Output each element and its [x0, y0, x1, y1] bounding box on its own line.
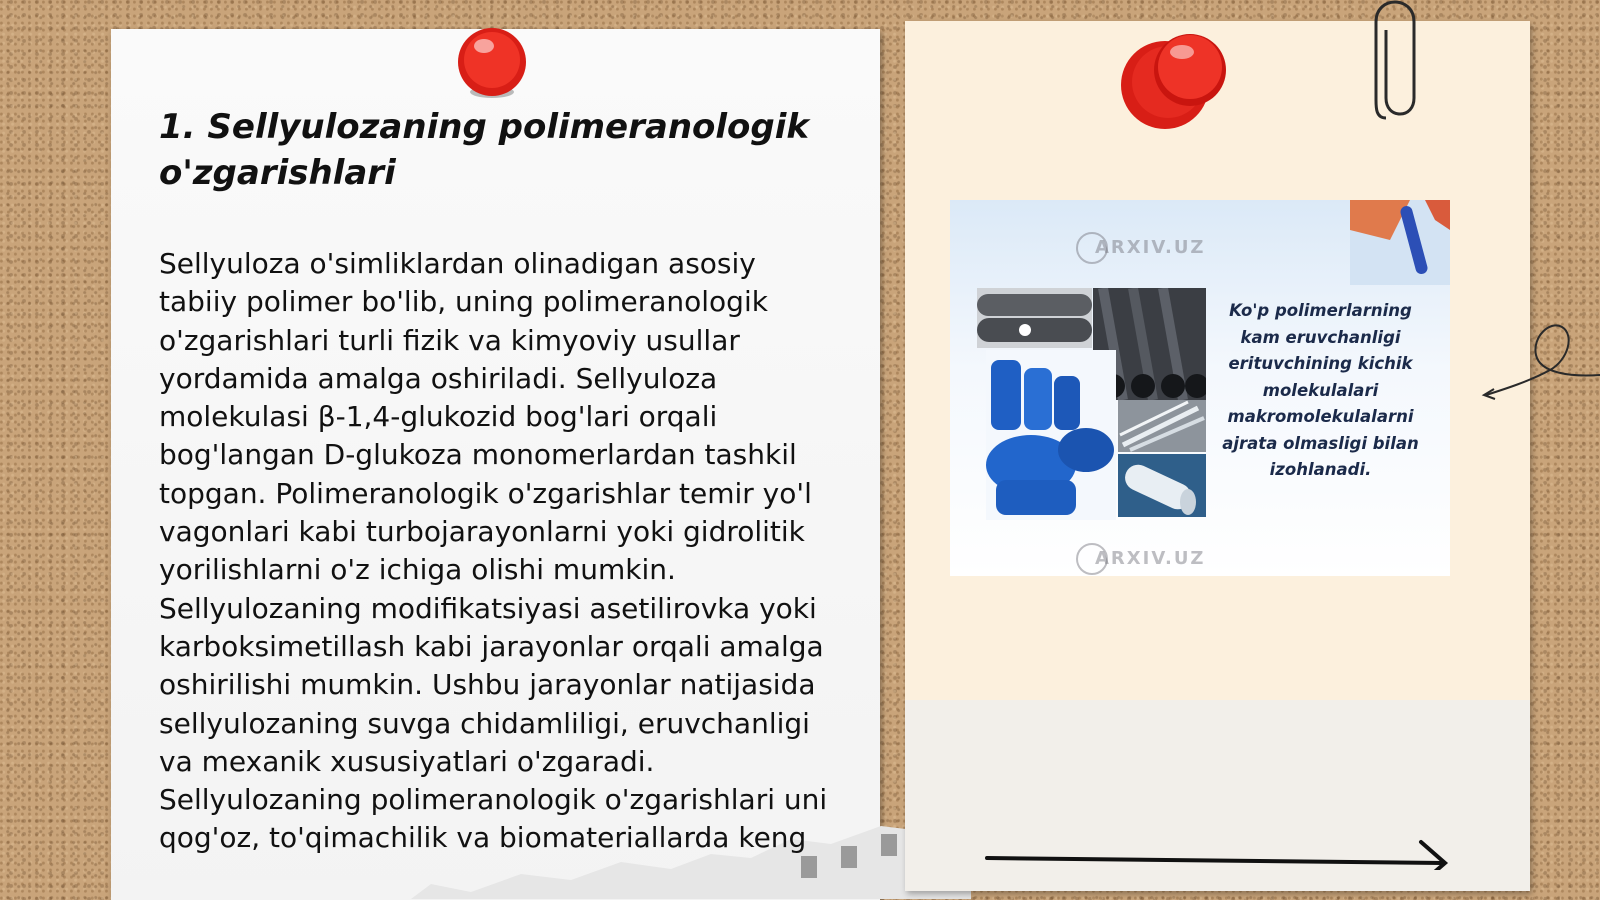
figure-caption: Ko'p polimerlarning kam eruvchanligi erituvchining kichik molekulalari makromolekulalarni ajrata olmasligi bilan izohlanadi.: [1222, 301, 1419, 479]
watermark-text: ARXIV.UZ: [1095, 237, 1206, 258]
slide-body-text: Sellyuloza o'simliklardan olinadigan asosiy tabiiy polimer bo'lib, uning polimeranologik o'zgarishlari turli fizik va kimyoviy usullar yordamida amalga oshiriladi. Sellyuloza molekulasi β-1,4-glukozid bog'lari orqali bog'langan D-glukoza monomerlardan tashkil topgan. Polimeranologik o'zgarishlar temir yo'l vagonlari kabi turbojarayonlarni yoki gidrolitik yorilishlarni o'z ichiga olishi mumkin. Sellyulozaning modifikatsiyasi asetilirovka yoki karboksimetillash kabi jarayonlar orqali amalga oshirilishi mumkin. Ushbu jarayonlar natijasida sellyulozaning suvga chidamliligi, eruvchanligi va mexanik xususiyatlari o'zgaradi. Sellyulozaning polimeranologik o'zgarishlari uni qog'oz, to'qimachilik va biomateriallarda keng: [159, 247, 828, 855]
test-tube-photo: [1350, 200, 1450, 285]
slide-title: 1. Sellyulozaning polimeranologik o'zgarishlari: [159, 107, 810, 193]
curly-arrow-icon: [1480, 315, 1600, 405]
polymer-products-image: [950, 200, 1450, 576]
arrow-right-icon: [985, 830, 1450, 870]
red-pushpin-icon: [1120, 30, 1230, 135]
gray-pipes-photo: [977, 288, 1092, 348]
plastic-tubes-photo: [1118, 400, 1206, 452]
watermark-text: ARXIV.UZ: [1095, 548, 1206, 569]
paperclip-icon: [1372, 0, 1418, 130]
red-pushpin-icon: [452, 22, 532, 102]
plastic-film-roll-photo: [1118, 454, 1206, 517]
blue-water-tanks-photo: [986, 350, 1116, 520]
